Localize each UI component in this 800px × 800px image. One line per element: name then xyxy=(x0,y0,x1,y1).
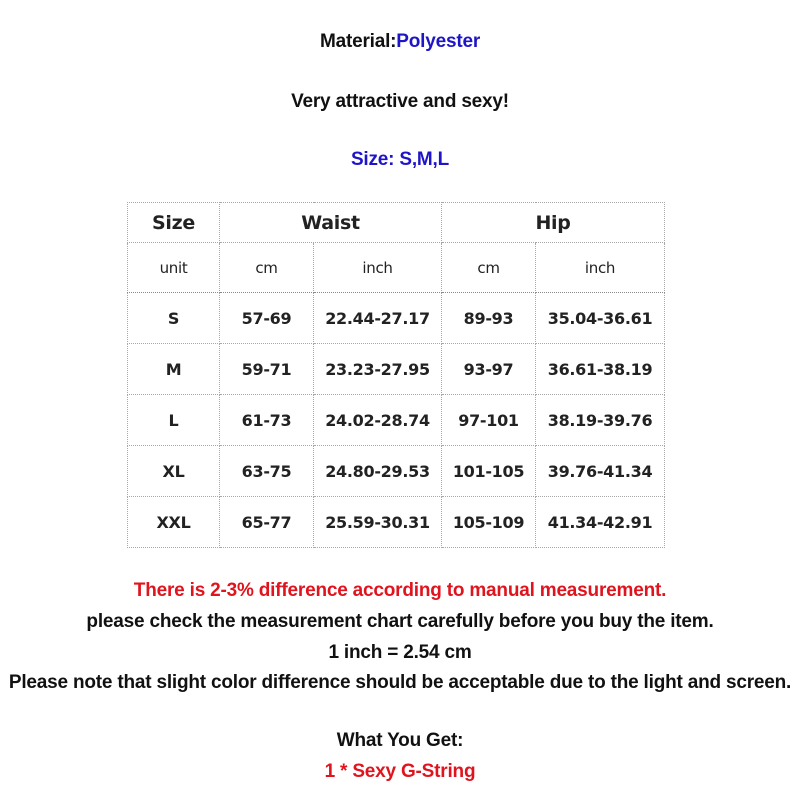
sizes-line: Size: S,M,L xyxy=(350,149,450,170)
waist-inch-cell: 24.02-28.74 xyxy=(314,395,442,446)
check-chart-note: please check the measurement chart carefully before you buy the item. xyxy=(86,611,714,632)
table-header-row xyxy=(128,203,665,243)
waist-cm-cell: 57-69 xyxy=(220,293,314,344)
waist-inch-unit: inch xyxy=(314,243,442,293)
size-cell: L xyxy=(128,395,220,446)
table-unit-row xyxy=(128,243,665,293)
size-header: Size xyxy=(128,203,220,243)
hip-inch-cell: 41.34-42.91 xyxy=(536,497,665,548)
waist-inch-cell: 25.59-30.31 xyxy=(314,497,442,548)
hip-cm-cell: 97-101 xyxy=(442,395,536,446)
size-chart-table xyxy=(127,202,665,548)
waist-cm-cell: 65-77 xyxy=(220,497,314,548)
size-cell: S xyxy=(128,293,220,344)
table-row xyxy=(128,497,665,548)
waist-cm-unit: cm xyxy=(220,243,314,293)
size-cell: XXL xyxy=(128,497,220,548)
difference-note: There is 2-3% difference according to manual measurement. xyxy=(133,580,667,601)
table-row xyxy=(128,293,665,344)
table-row xyxy=(128,446,665,497)
package-title: What You Get: xyxy=(336,730,464,751)
size-cell: XL xyxy=(128,446,220,497)
material-line xyxy=(0,31,800,53)
hip-cm-cell: 105-109 xyxy=(442,497,536,548)
waist-header: Waist xyxy=(220,203,442,243)
size-cell: M xyxy=(128,344,220,395)
hip-inch-unit: inch xyxy=(536,243,665,293)
conversion-note: 1 inch = 2.54 cm xyxy=(328,642,472,663)
waist-cm-cell: 61-73 xyxy=(220,395,314,446)
unit-label: unit xyxy=(128,243,220,293)
waist-inch-cell: 23.23-27.95 xyxy=(314,344,442,395)
package-item: 1 * Sexy G-String xyxy=(324,761,476,782)
waist-cm-cell: 63-75 xyxy=(220,446,314,497)
waist-inch-cell: 24.80-29.53 xyxy=(314,446,442,497)
waist-cm-cell: 59-71 xyxy=(220,344,314,395)
table-row xyxy=(128,395,665,446)
material-label: Material: xyxy=(319,31,397,52)
waist-inch-cell: 22.44-27.17 xyxy=(314,293,442,344)
hip-inch-cell: 36.61-38.19 xyxy=(536,344,665,395)
material-value: Polyester xyxy=(396,31,481,52)
hip-cm-cell: 101-105 xyxy=(442,446,536,497)
hip-header: Hip xyxy=(442,203,665,243)
hip-inch-cell: 35.04-36.61 xyxy=(536,293,665,344)
hip-cm-cell: 89-93 xyxy=(442,293,536,344)
table-row xyxy=(128,344,665,395)
hip-cm-cell: 93-97 xyxy=(442,344,536,395)
hip-inch-cell: 38.19-39.76 xyxy=(536,395,665,446)
color-difference-note: Please note that slight color difference should be acceptable due to the light and screen. xyxy=(8,672,792,693)
tagline: Very attractive and sexy! xyxy=(291,91,509,112)
hip-cm-unit: cm xyxy=(442,243,536,293)
hip-inch-cell: 39.76-41.34 xyxy=(536,446,665,497)
